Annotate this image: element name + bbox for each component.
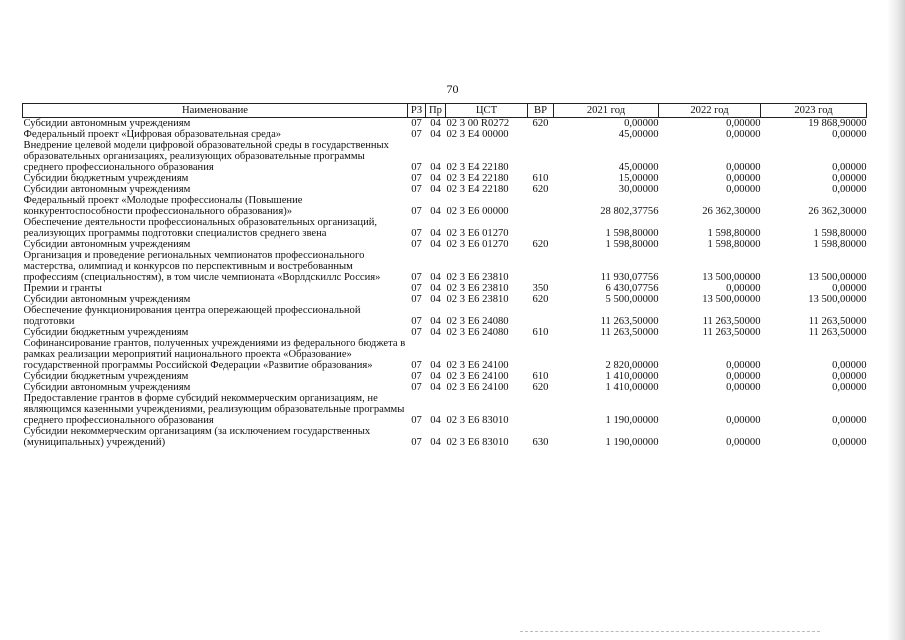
cell-vr: 620 (532, 294, 549, 305)
col-header-2023: 2023 год (761, 104, 867, 118)
cell-2022: 0,00000 (726, 360, 761, 371)
cell-pr: 04 (430, 129, 441, 140)
table-row (23, 283, 867, 294)
cell-rz: 07 (411, 129, 422, 140)
table-row (23, 294, 867, 305)
cell-2022: 11 263,50000 (702, 316, 761, 327)
cell-2022: 0,00000 (726, 283, 761, 294)
cell-cst: 02 3 E6 01270 (446, 228, 509, 239)
cell-2023: 0,00000 (832, 415, 867, 426)
table-row (23, 184, 867, 195)
cell-rz: 07 (411, 360, 422, 371)
col-header-name: Наименование (23, 104, 408, 118)
cell-cst: 02 3 E6 24080 (446, 316, 509, 327)
cell-cst: 02 3 E6 24100 (446, 382, 509, 393)
cell-cst: 02 3 E6 24100 (446, 371, 509, 382)
cell-cst: 02 3 E6 23810 (446, 283, 509, 294)
cell-rz: 07 (411, 228, 422, 239)
cell-name: Субсидии бюджетным учреждениям (23, 173, 189, 184)
cell-2021: 45,00000 (618, 129, 659, 140)
cell-2022: 0,00000 (726, 162, 761, 173)
cell-pr: 04 (430, 371, 441, 382)
cell-2021: 1 598,80000 (605, 228, 659, 239)
cell-pr: 04 (430, 437, 441, 448)
cell-2021: 28 802,37756 (600, 206, 659, 217)
cell-2021: 11 930,07756 (600, 272, 659, 283)
cell-pr: 04 (430, 294, 441, 305)
cell-2023: 0,00000 (832, 437, 867, 448)
cell-2023: 0,00000 (832, 360, 867, 371)
cell-2021: 5 500,00000 (605, 294, 659, 305)
cell-pr: 04 (430, 283, 441, 294)
header-row (23, 104, 867, 118)
table-row (23, 382, 867, 393)
cell-name: Федеральный проект «Цифровая образовательная среда» (23, 129, 282, 140)
cell-2021: 6 430,07756 (605, 283, 659, 294)
cell-name: Обеспечение деятельности профессиональных образовательных организаций, реализующих программы подготовки специалистов среднего звена (23, 217, 378, 239)
cell-pr: 04 (430, 239, 441, 250)
cell-2023: 19 868,90000 (808, 118, 867, 129)
cell-vr: 630 (532, 437, 549, 448)
cell-name: Субсидии автономным учреждениям (23, 239, 191, 250)
cell-rz: 07 (411, 283, 422, 294)
cell-pr: 04 (430, 327, 441, 338)
cell-rz: 07 (411, 162, 422, 173)
cell-2022: 13 500,00000 (702, 294, 761, 305)
cell-name: Субсидии автономным учреждениям (23, 382, 191, 393)
cell-pr: 04 (430, 173, 441, 184)
cell-name: Субсидии автономным учреждениям (23, 184, 191, 195)
cell-2022: 26 362,30000 (702, 206, 761, 217)
cell-name: Субсидии бюджетным учреждениям (23, 327, 189, 338)
table-row (23, 426, 867, 448)
cell-vr: 620 (532, 184, 549, 195)
cell-2021: 15,00000 (618, 173, 659, 184)
cell-2022: 13 500,00000 (702, 272, 761, 283)
col-header-2021: 2021 год (554, 104, 659, 118)
cell-2023: 13 500,00000 (808, 272, 867, 283)
cell-2021: 1 190,00000 (605, 415, 659, 426)
cell-2021: 1 190,00000 (605, 437, 659, 448)
scan-edge-shadow (887, 0, 905, 640)
cell-pr: 04 (430, 360, 441, 371)
cell-2023: 0,00000 (832, 184, 867, 195)
col-header-rz: РЗ (408, 104, 426, 118)
cell-pr: 04 (430, 316, 441, 327)
cell-vr (528, 338, 554, 371)
cell-2022: 0,00000 (726, 415, 761, 426)
cell-2022: 0,00000 (726, 184, 761, 195)
cell-2021: 11 263,50000 (600, 327, 659, 338)
table-row (23, 129, 867, 140)
cell-2022: 1 598,80000 (707, 239, 761, 250)
cell-cst: 02 3 E4 22180 (446, 184, 509, 195)
cell-rz: 07 (411, 272, 422, 283)
cell-2023: 0,00000 (832, 283, 867, 294)
cell-2023: 0,00000 (832, 162, 867, 173)
cell-rz: 07 (411, 239, 422, 250)
cell-2022: 1 598,80000 (707, 228, 761, 239)
cell-cst: 02 3 E4 22180 (446, 173, 509, 184)
cell-rz: 07 (411, 184, 422, 195)
cell-rz: 07 (411, 294, 422, 305)
cell-2023: 0,00000 (832, 129, 867, 140)
cell-rz: 07 (411, 415, 422, 426)
cell-pr: 04 (430, 272, 441, 283)
cell-2022: 0,00000 (726, 118, 761, 129)
cell-name: Субсидии бюджетным учреждениям (23, 371, 189, 382)
col-header-2022: 2022 год (659, 104, 761, 118)
cell-pr: 04 (430, 206, 441, 217)
cell-vr: 620 (532, 382, 549, 393)
cell-2023: 1 598,80000 (813, 228, 867, 239)
table-row (23, 118, 867, 130)
cell-vr: 620 (532, 118, 549, 129)
cell-cst: 02 3 00 R0272 (446, 118, 510, 129)
cell-2022: 0,00000 (726, 371, 761, 382)
page-number: 70 (446, 82, 459, 96)
cell-name: Субсидии некоммерческим организациям (за исключением государственных (муниципальных) учреждений) (23, 426, 371, 448)
cell-2022: 0,00000 (726, 382, 761, 393)
table-header (23, 104, 867, 118)
cell-cst: 02 3 E6 24100 (446, 360, 509, 371)
table-body (23, 118, 867, 449)
cell-cst: 02 3 E6 23810 (446, 272, 509, 283)
cell-name: Премии и гранты (23, 283, 102, 294)
cell-cst: 02 3 E6 23810 (446, 294, 509, 305)
table-row (23, 250, 867, 283)
cell-rz: 07 (411, 382, 422, 393)
cell-cst: 02 3 E6 83010 (446, 415, 509, 426)
cell-2021: 2 820,00000 (605, 360, 659, 371)
cell-vr (528, 195, 554, 217)
cell-vr (528, 393, 554, 426)
cell-name: Обеспечение функционирования центра опережающей профессиональной подготовки (23, 305, 361, 327)
cell-pr: 04 (430, 415, 441, 426)
cell-2022: 0,00000 (726, 437, 761, 448)
cell-name: Софинансирование грантов, полученных учреждениями из федерального бюджета в рамках реализации мероприятий национального проекта «Образование» государственной программы Российской Федерации «Развитие образования» (23, 338, 406, 371)
cell-2021: 1 410,00000 (605, 371, 659, 382)
table-row (23, 173, 867, 184)
cell-2021: 45,00000 (618, 162, 659, 173)
table-row (23, 371, 867, 382)
cell-2022: 0,00000 (726, 129, 761, 140)
cell-2021: 1 598,80000 (605, 239, 659, 250)
table-row (23, 338, 867, 371)
cell-vr (528, 217, 554, 239)
cell-rz: 07 (411, 206, 422, 217)
cell-cst: 02 3 E6 24080 (446, 327, 509, 338)
cell-rz: 07 (411, 327, 422, 338)
table-row (23, 195, 867, 217)
table-row (23, 393, 867, 426)
cell-pr: 04 (430, 162, 441, 173)
table-row (23, 327, 867, 338)
col-header-vr: ВР (528, 104, 554, 118)
cell-cst: 02 3 E4 22180 (446, 162, 509, 173)
cell-rz: 07 (411, 316, 422, 327)
col-header-pr: Пр (426, 104, 446, 118)
cell-cst: 02 3 E6 01270 (446, 239, 509, 250)
cell-2023: 11 263,50000 (808, 327, 867, 338)
cell-2021: 0,00000 (624, 118, 659, 129)
cell-2023: 0,00000 (832, 371, 867, 382)
table-row (23, 217, 867, 239)
cell-2022: 0,00000 (726, 173, 761, 184)
cell-2023: 26 362,30000 (808, 206, 867, 217)
cell-name: Субсидии автономным учреждениям (23, 118, 191, 129)
table-row (23, 140, 867, 173)
table-row (23, 305, 867, 327)
cell-2023: 0,00000 (832, 382, 867, 393)
cell-pr: 04 (430, 118, 441, 129)
cell-name: Федеральный проект «Молодые профессионалы (Повышение конкурентоспособности профессионального образования)» (23, 195, 303, 217)
cell-2023: 13 500,00000 (808, 294, 867, 305)
cell-cst: 02 3 E6 00000 (446, 206, 509, 217)
cell-name: Предоставление грантов в форме субсидий некоммерческим организациям, не являющимся казенными учреждениями, реализующим образовательные программы среднего профессионального образования (23, 393, 405, 426)
cell-vr: 610 (532, 173, 549, 184)
cell-2021: 30,00000 (618, 184, 659, 195)
cell-rz: 07 (411, 173, 422, 184)
cell-2023: 1 598,80000 (813, 239, 867, 250)
cell-name: Организация и проведение региональных чемпионатов профессионального мастерства, олимпиад и конкурсов по перспективным и востребованным профессиям (специальностям), в том числе чемпионата «Ворлдскиллс Россия» (23, 250, 381, 283)
cell-vr (528, 129, 554, 140)
cell-vr: 610 (532, 371, 549, 382)
cell-rz: 07 (411, 371, 422, 382)
cell-cst: 02 3 E4 00000 (446, 129, 509, 140)
col-header-cst: ЦСТ (446, 104, 528, 118)
table-row (23, 239, 867, 250)
scan-artifact-line (520, 631, 820, 633)
cell-2023: 0,00000 (832, 173, 867, 184)
cell-vr: 610 (532, 327, 549, 338)
cell-vr (528, 250, 554, 283)
cell-pr: 04 (430, 382, 441, 393)
cell-pr: 04 (430, 184, 441, 195)
cell-name: Субсидии автономным учреждениям (23, 294, 191, 305)
cell-pr: 04 (430, 228, 441, 239)
cell-vr (528, 305, 554, 327)
cell-2023: 11 263,50000 (808, 316, 867, 327)
cell-vr: 350 (532, 283, 549, 294)
cell-vr (528, 140, 554, 173)
budget-table (22, 103, 867, 448)
cell-2022: 11 263,50000 (702, 327, 761, 338)
cell-rz: 07 (411, 118, 422, 129)
cell-rz: 07 (411, 437, 422, 448)
cell-2021: 1 410,00000 (605, 382, 659, 393)
cell-name: Внедрение целевой модели цифровой образовательной среды в государственных образовательных организациях, реализующих образовательные программы среднего профессионального образования (23, 140, 389, 173)
cell-cst: 02 3 E6 83010 (446, 437, 509, 448)
cell-2021: 11 263,50000 (600, 316, 659, 327)
cell-vr: 620 (532, 239, 549, 250)
